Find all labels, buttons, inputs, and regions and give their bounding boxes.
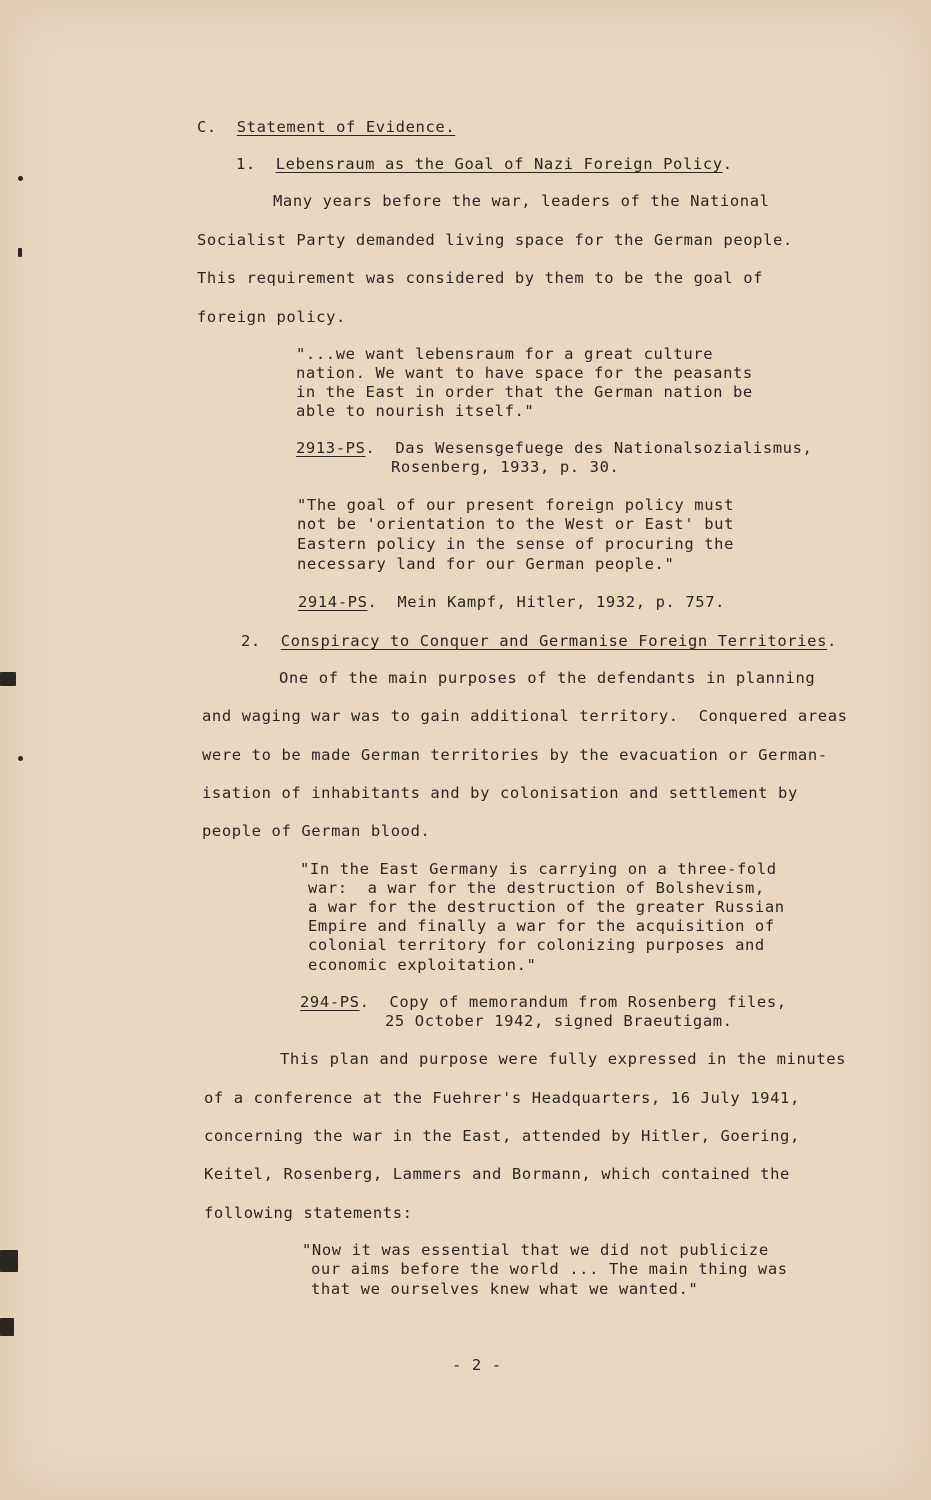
citation-ref: 294-PS	[300, 993, 360, 1011]
margin-mark	[0, 1250, 18, 1272]
margin-mark	[0, 1318, 14, 1336]
paragraph-line: This requirement was considered by them to be the goal of	[197, 269, 764, 287]
quote-line: "In the East Germany is carrying on a three-fold	[300, 860, 777, 878]
paragraph-line: foreign policy.	[197, 308, 346, 326]
citation: 2913-PS. Das Wesensgefuege des Nationalsozialismus,	[296, 439, 813, 457]
paragraph-line: people of German blood.	[202, 822, 431, 840]
quote-line: able to nourish itself."	[296, 402, 535, 420]
margin-mark	[18, 248, 22, 257]
quote-line: not be 'orientation to the West or East' but	[297, 515, 734, 533]
quote-line: war: a war for the destruction of Bolshevism,	[308, 879, 765, 897]
quote-line: nation. We want to have space for the peasants	[296, 364, 753, 382]
citation-line: Rosenberg, 1933, p. 30.	[391, 458, 620, 476]
section-heading: C. Statement of Evidence.	[197, 118, 456, 136]
margin-mark	[18, 756, 23, 761]
quote-line: Empire and finally a war for the acquisition of	[308, 917, 775, 935]
citation: 2914-PS. Mein Kampf, Hitler, 1932, p. 757.	[298, 593, 726, 611]
paragraph-line: One of the main purposes of the defendants in planning	[279, 669, 816, 687]
margin-mark	[0, 672, 16, 686]
paragraph-line: This plan and purpose were fully expressed in the minutes	[280, 1050, 847, 1068]
quote-line: "The goal of our present foreign policy must	[297, 496, 734, 514]
paragraph-line: of a conference at the Fuehrer's Headquarters, 16 July 1941,	[204, 1089, 800, 1107]
paragraph-line: following statements:	[204, 1204, 413, 1222]
quote-line: our aims before the world ... The main thing was	[311, 1260, 788, 1278]
paragraph-line: concerning the war in the East, attended by Hitler, Goering,	[204, 1127, 800, 1145]
citation-ref: 2913-PS	[296, 439, 366, 457]
quote-line: a war for the destruction of the greater Russian	[308, 898, 785, 916]
paragraph-line: were to be made German territories by the evacuation or German-	[202, 746, 828, 764]
paragraph-line: and waging war was to gain additional territory. Conquered areas	[202, 707, 848, 725]
paragraph-line: Many years before the war, leaders of the National	[273, 192, 770, 210]
quote-line: "Now it was essential that we did not publicize	[302, 1241, 769, 1259]
quote-line: that we ourselves knew what we wanted."	[311, 1280, 699, 1298]
quote-line: in the East in order that the German nation be	[296, 383, 753, 401]
page-number: - 2 -	[452, 1356, 502, 1374]
paragraph-line: isation of inhabitants and by colonisation and settlement by	[202, 784, 798, 802]
quote-line: Eastern policy in the sense of procuring the	[297, 535, 734, 553]
citation-line: 25 October 1942, signed Braeutigam.	[385, 1012, 733, 1030]
quote-line: "...we want lebensraum for a great culture	[296, 345, 714, 363]
quote-line: necessary land for our German people."	[297, 555, 675, 573]
paragraph-line: Socialist Party demanded living space for the German people.	[197, 231, 793, 249]
subsection-2-heading: 2. Conspiracy to Conquer and Germanise Foreign Territories.	[241, 632, 837, 650]
quote-line: colonial territory for colonizing purposes and	[308, 936, 765, 954]
citation-ref: 2914-PS	[298, 593, 368, 611]
margin-mark	[18, 176, 23, 181]
quote-line: economic exploitation."	[308, 956, 537, 974]
paragraph-line: Keitel, Rosenberg, Lammers and Bormann, which contained the	[204, 1165, 790, 1183]
subsection-1-heading: 1. Lebensraum as the Goal of Nazi Foreign Policy.	[236, 155, 733, 173]
citation: 294-PS. Copy of memorandum from Rosenberg files,	[300, 993, 787, 1011]
